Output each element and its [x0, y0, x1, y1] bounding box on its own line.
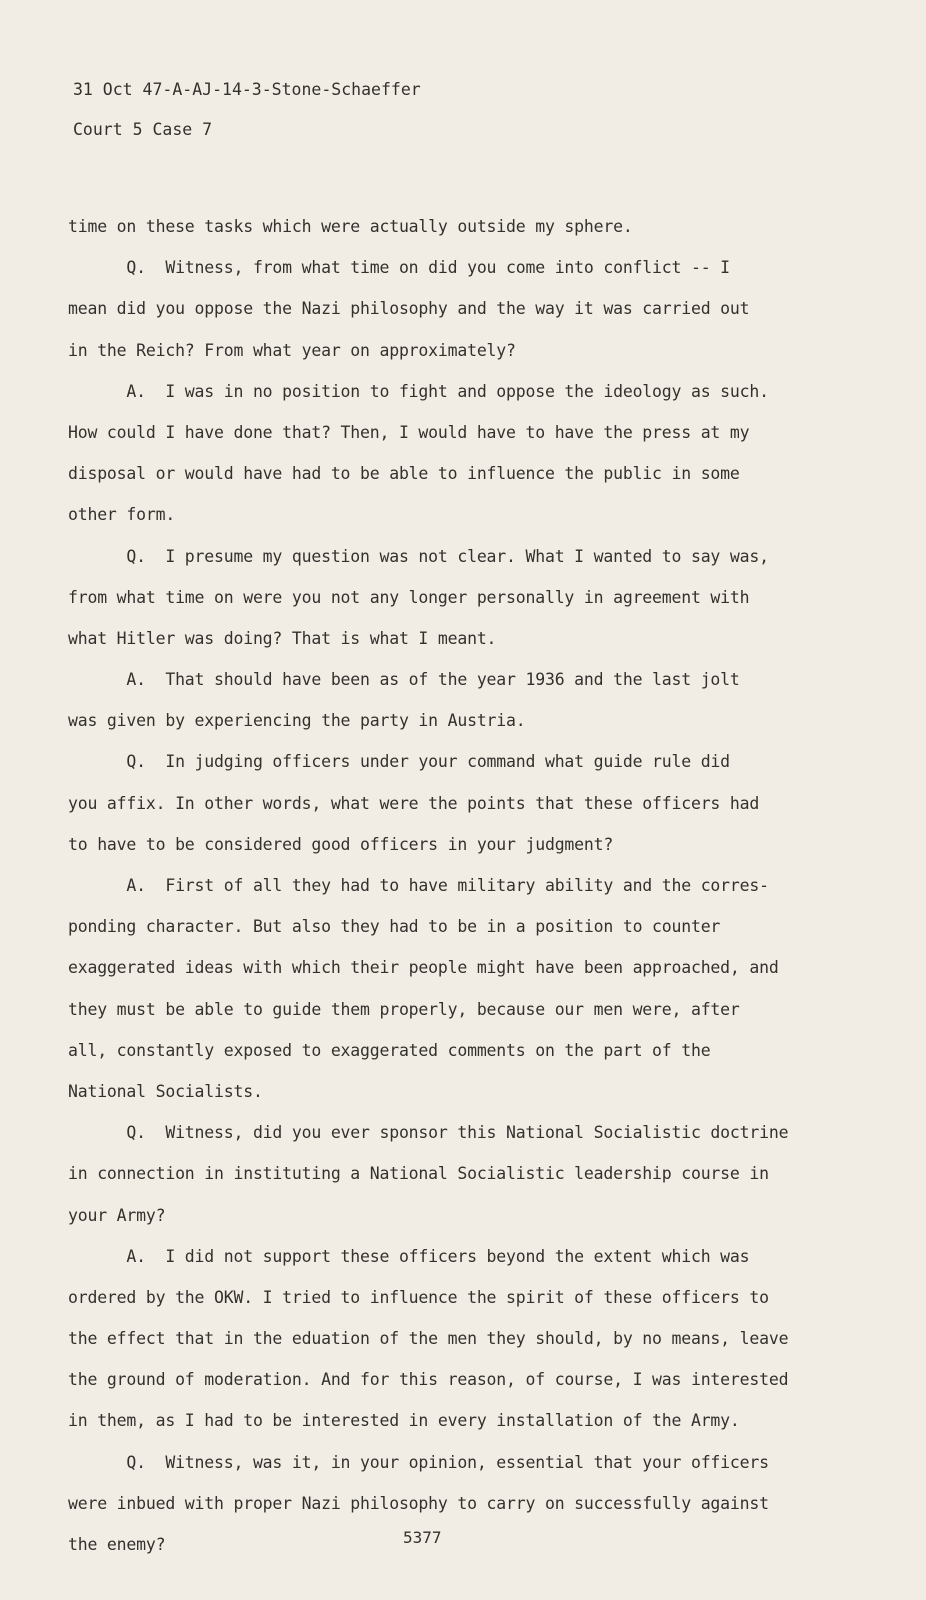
transcript-line: in them, as I had to be interested in every installation of the Army.	[68, 1411, 740, 1431]
transcript-line: ponding character. But also they had to be in a position to counter	[68, 917, 721, 937]
transcript-line: Q. I presume my question was not clear. What I wanted to say was,	[68, 546, 769, 566]
transcript-line: they must be able to guide them properly, because our men were, after	[68, 999, 740, 1019]
transcript-line: was given by experiencing the party in Austria.	[68, 711, 526, 731]
transcript-line: ordered by the OKW. I tried to influence the spirit of these officers to	[68, 1287, 769, 1307]
transcript-line: A. That should have been as of the year 1936 and the last jolt	[68, 670, 740, 690]
transcript-line: the ground of moderation. And for this reason, of course, I was interested	[68, 1370, 789, 1390]
transcript-line: in connection in instituting a National Socialistic leadership course in	[68, 1164, 769, 1184]
transcript-line: disposal or would have had to be able to influence the public in some	[68, 464, 740, 484]
transcript-line: the enemy?	[68, 1535, 166, 1554]
transcript-line: other form.	[68, 505, 176, 525]
transcript-line: were inbued with proper Nazi philosophy to carry on successfully against	[68, 1493, 769, 1513]
transcript-line: Q. Witness, did you ever sponsor this National Socialistic doctrine	[68, 1123, 789, 1143]
transcript-body	[68, 206, 858, 1565]
transcript-line: from what time on were you not any longer personally in agreement with	[68, 587, 750, 607]
transcript-line: A. I did not support these officers beyond the extent which was	[68, 1246, 750, 1266]
page-number: 5377	[403, 1528, 442, 1547]
transcript-line: Q. Witness, from what time on did you come into conflict -- I	[68, 258, 730, 278]
transcript-line: all, constantly exposed to exaggerated comments on the part of the	[68, 1040, 711, 1060]
transcript-line: National Socialists.	[68, 1081, 263, 1101]
transcript-line: Q. Witness, was it, in your opinion, essential that your officers	[68, 1452, 769, 1472]
reference-line: 31 Oct 47-A-AJ-14-3-Stone-Schaeffer	[73, 80, 421, 99]
transcript-line: A. First of all they had to have military ability and the corres-	[68, 876, 769, 895]
transcript-line: you affix. In other words, what were the points that these officers had	[68, 793, 760, 813]
transcript-line: your Army?	[68, 1205, 166, 1225]
transcript-line: the effect that in the eduation of the men they should, by no means, leave	[68, 1329, 789, 1349]
transcript-line: mean did you oppose the Nazi philosophy and the way it was carried out	[68, 299, 750, 319]
transcript-line: How could I have done that? Then, I would have to have the press at my	[68, 422, 750, 442]
transcript-line: what Hitler was doing? That is what I meant.	[68, 628, 497, 648]
transcript-line: time on these tasks which were actually outside my sphere.	[68, 217, 633, 236]
transcript-line: Q. In judging officers under your command what guide rule did	[68, 752, 730, 772]
transcript-line: in the Reich? From what year on approximately?	[68, 340, 516, 360]
transcript-line: exaggerated ideas with which their people might have been approached, and	[68, 958, 779, 978]
transcript-line: A. I was in no position to fight and oppose the ideology as such.	[68, 381, 769, 401]
document-header	[73, 80, 421, 140]
court-case-line: Court 5 Case 7	[73, 120, 213, 139]
transcript-line: to have to be considered good officers in your judgment?	[68, 834, 614, 854]
